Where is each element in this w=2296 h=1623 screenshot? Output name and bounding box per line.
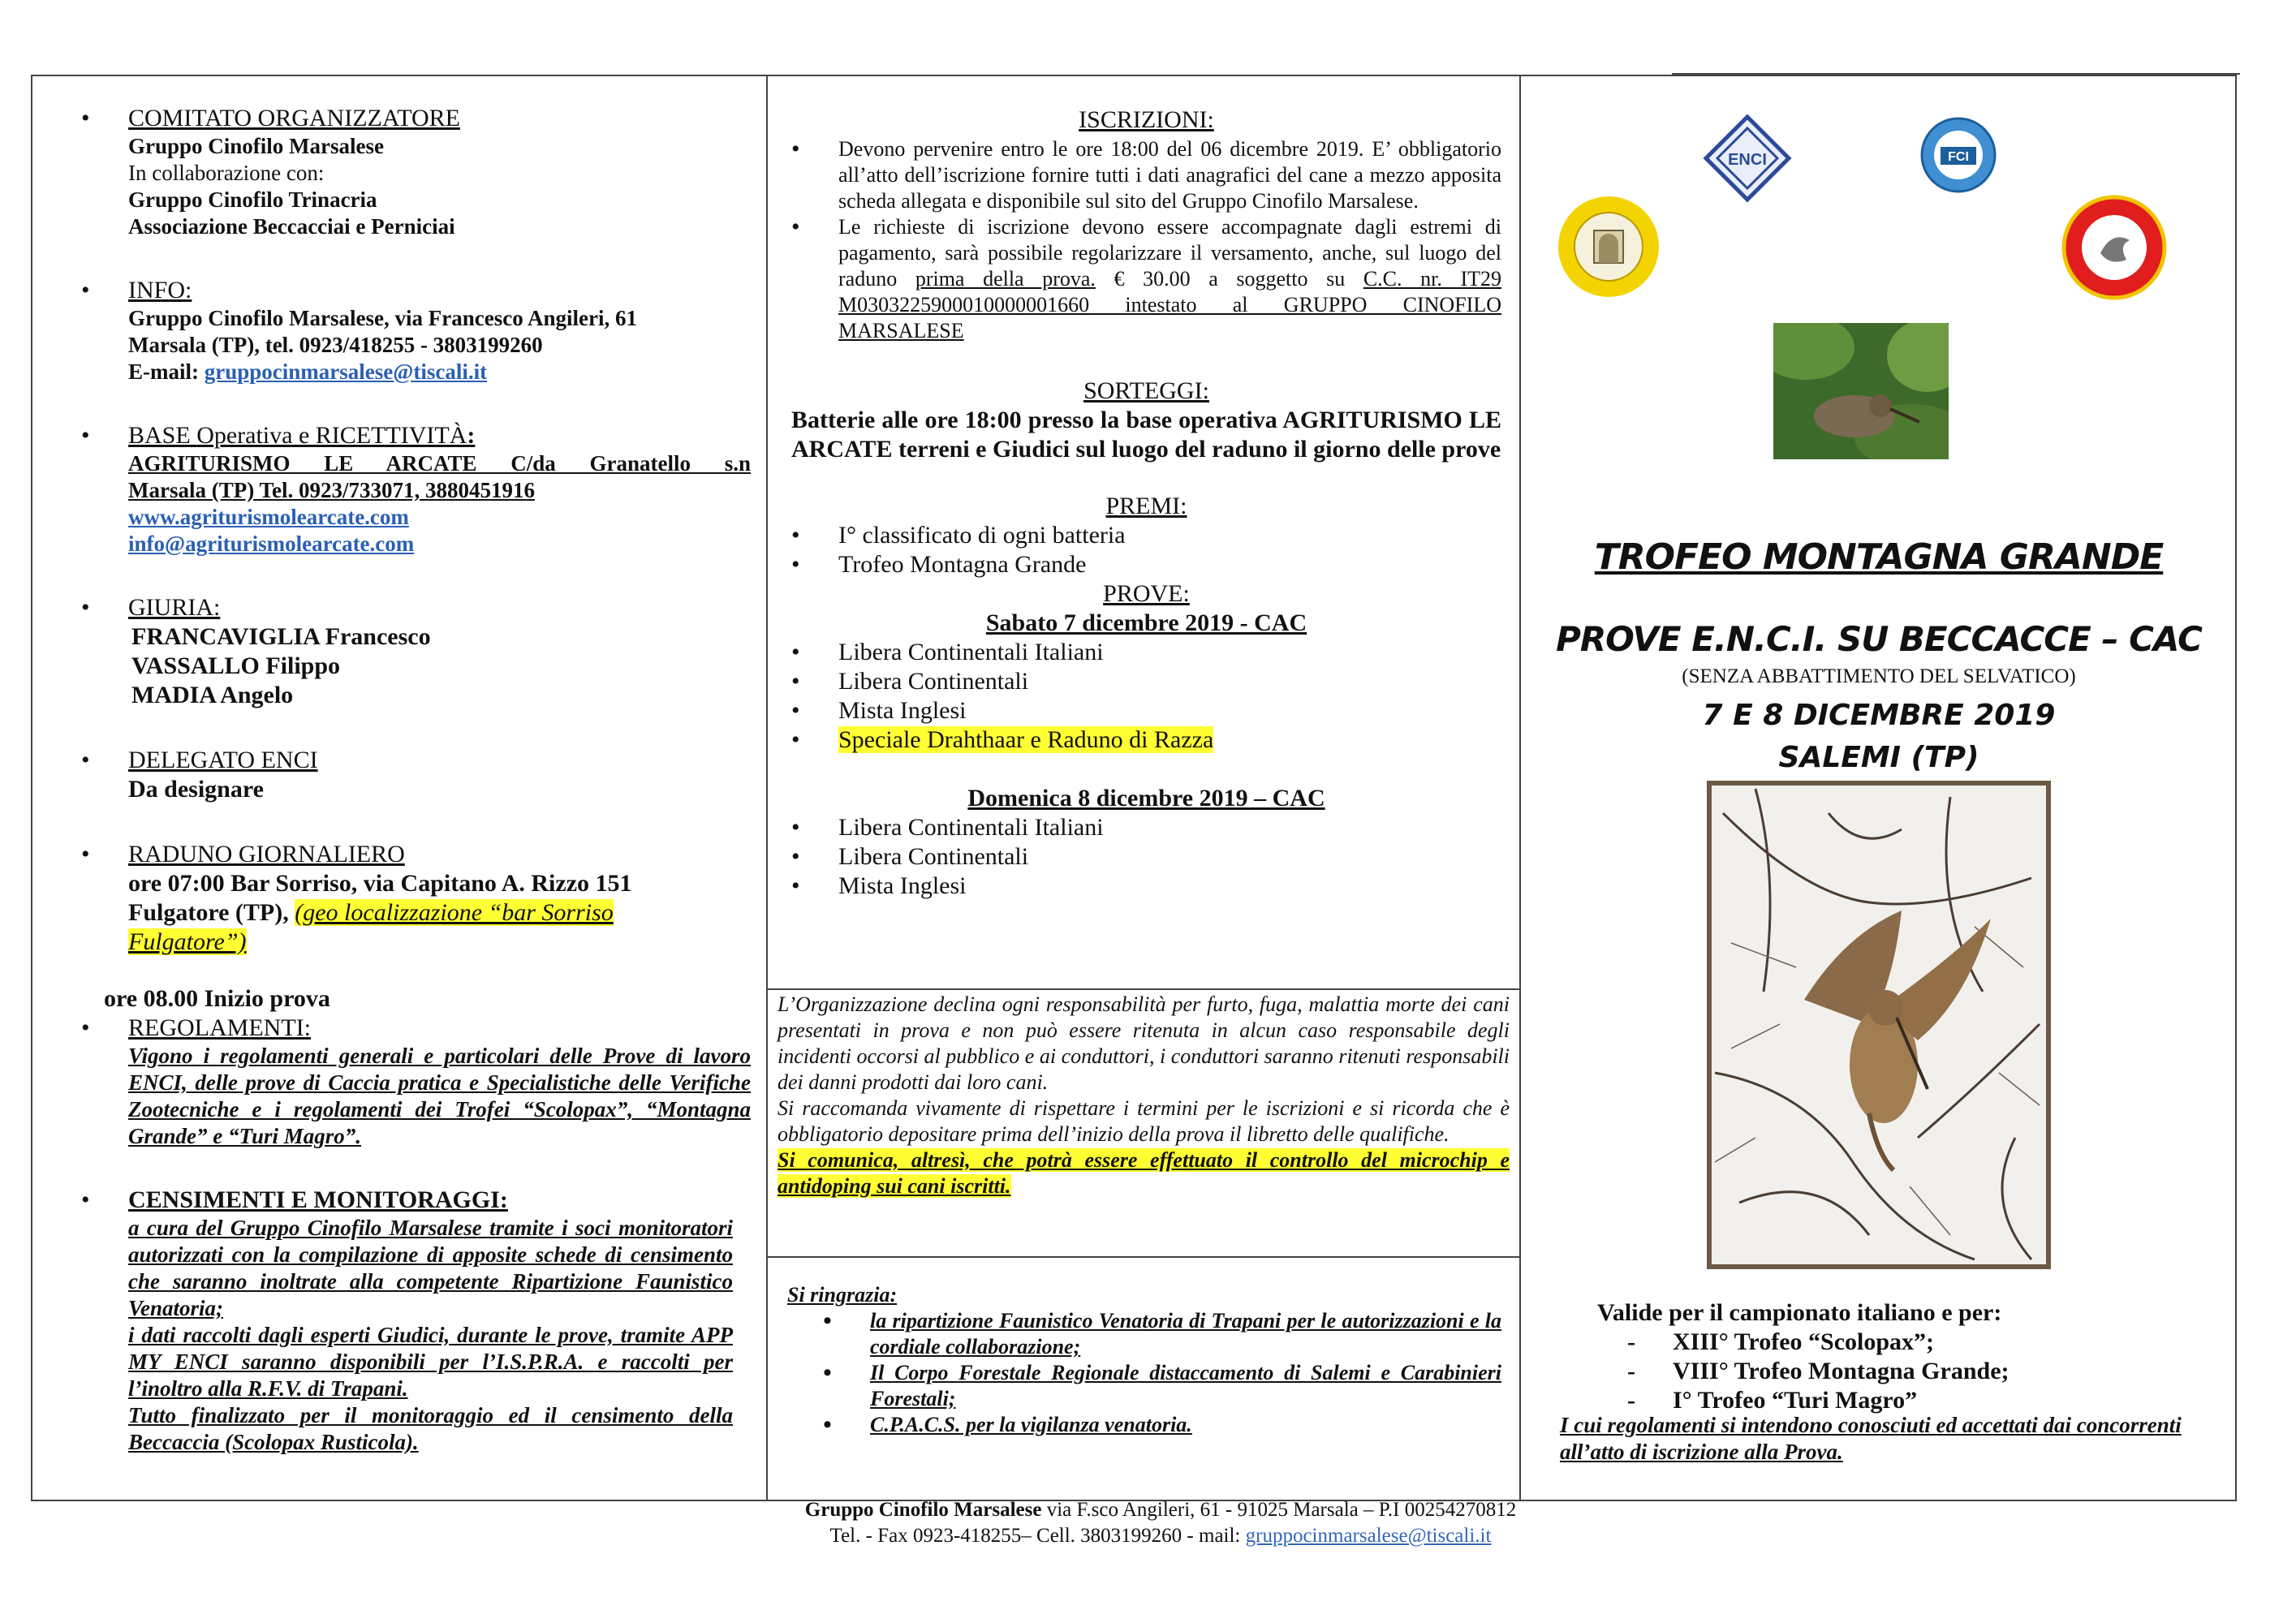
saturday-highlight-item: Speciale Drahthaar e Raduno di Razza <box>838 726 1214 753</box>
event-place: SALEMI (TP) <box>1778 741 1979 774</box>
regolamenti-section <box>81 1014 751 1150</box>
disclaimer-bottom-rule <box>766 1256 1521 1258</box>
saturday-item: • Libera Continentali <box>791 667 1501 696</box>
base-heading-1: BASE <box>128 422 197 449</box>
iscrizioni-text: € 30.00 a soggetto su <box>1095 267 1363 291</box>
judge-name: VASSALLO Filippo <box>131 652 341 679</box>
disclaimer-highlight: Si comunica, altresì, che potrà essere effettuato il controllo del microchip e antidoping sui cani iscritti. <box>778 1148 1510 1198</box>
email-label: E-mail: <box>128 359 205 384</box>
email-link[interactable]: gruppocinmarsalese@tiscali.it <box>204 359 488 384</box>
thanks-section <box>787 1282 1501 1438</box>
footer <box>568 1497 1753 1549</box>
saturday-item: • Mista Inglesi <box>791 696 1501 725</box>
iscrizioni-heading: ISCRIZIONI: <box>1079 106 1214 133</box>
footer-address: via F.sco Angileri, 61 - 91025 Marsala – P.I 00254270812 <box>1041 1499 1517 1521</box>
left-column <box>81 104 751 1456</box>
trophy-item: - I° Trofeo “Turi Magro” <box>1627 1386 2195 1415</box>
event-dates: 7 E 8 DICEMBRE 2019 <box>1702 699 2056 732</box>
trophies-list <box>1627 1328 2195 1415</box>
regolamenti-heading: • REGOLAMENTI: <box>128 1014 311 1041</box>
thanks-item: • la ripartizione Faunistico Venatoria di Trapani per le autorizzazioni e la cordiale collaborazione; <box>823 1308 1501 1360</box>
base-line: AGRITURISMO LE ARCATE C/da Granatello s.n <box>128 451 751 476</box>
geo-link[interactable]: (geo localizzazione “bar Sorriso <box>295 899 614 926</box>
event-title: TROFEO MONTAGNA GRANDE <box>1594 536 2164 578</box>
iscrizioni-text: Le richieste di iscrizione devono essere accompagnate dagli estremi di pagamento, sarà possibile regolarizzare il versamento, anche, sul luogo del raduno <box>838 215 1501 291</box>
base-web-link[interactable]: www.agriturismolearcate.com <box>128 505 409 529</box>
event-note: (SENZA ABBATTIMENTO DEL SELVATICO) <box>1682 665 2076 687</box>
base-mail-link[interactable]: info@agriturismolearcate.com <box>128 532 415 556</box>
footer-contacts: Tel. - Fax 0923-418255– Cell. 3803199260 - mail: <box>829 1525 1246 1547</box>
disclaimer-top-rule <box>766 988 1521 990</box>
middle-column <box>791 105 1501 901</box>
saturday-title: Sabato 7 dicembre 2019 - CAC <box>985 609 1307 636</box>
iscrizioni-item: • Devono pervenire entro le ore 18:00 del 06 dicembre 2019. E’ obbligatorio all’atto dell’iscrizione fornire tutti i dati anagrafici del cane a mezzo apposita scheda allegata e disponibile sul sito del Gruppo Cinofilo Marsalese. <box>791 136 1501 214</box>
base-line: Marsala (TP) Tel. 0923/733071, 3880451916 <box>128 478 535 502</box>
trophy-item: - XIII° Trofeo “Scolopax”; <box>1627 1328 2195 1357</box>
thanks-item: • Il Corpo Forestale Regionale distaccamento di Salemi e Carabinieri Forestali; <box>823 1360 1501 1412</box>
enci-logo <box>1703 114 1792 203</box>
censimenti-text: a cura del Gruppo Cinofilo Marsalese tramite i soci monitoratori autorizzati con la compilazione di apposite schede di censimento che saranno inoltrate alla competente Ripartizione Faunistico Venatoria; <box>128 1216 733 1320</box>
sorteggi-heading: SORTEGGI: <box>1083 377 1209 404</box>
censimenti-text: Tutto finalizzato per il monitoraggio ed il censimento della Beccaccia (Scolopax Rusticola). <box>128 1403 733 1454</box>
disclaimer <box>778 992 1510 1199</box>
premi-item: • Trofeo Montagna Grande <box>791 550 1501 579</box>
iscrizioni-iban: C.C. nr. IT29 M0303225900010000001660 intestato al GRUPPO CINOFILO MARSALESE <box>838 267 1501 342</box>
sunday-item: • Mista Inglesi <box>791 872 1501 901</box>
delegato-section <box>81 746 751 804</box>
geo-link-cont[interactable]: Fulgatore”) <box>128 928 247 955</box>
raduno-line: ore 07:00 Bar Sorriso, via Capitano A. Rizzo 151 <box>128 870 632 897</box>
base-heading-colon: : <box>467 422 476 449</box>
disclaimer-text: L’Organizzazione declina ogni responsabilità per furto, fuga, malattia morte dei cani presentati in prova e non può essere ritenuta in alcun caso responsabile degli incidenti occorsi al pubblico e ai conduttori, i conduttori saranno ritenuti responsabili dei danni prodotti dai loro cani. <box>778 992 1510 1094</box>
footer-org: Gruppo Cinofilo Marsalese <box>804 1499 1042 1521</box>
regolamenti-text: Vigono i regolamenti generali e particolari delle Prove di lavoro ENCI, delle prove di Caccia pratica e Specialistiche delle Verifiche Zootecniche e i regolamenti dei Trofei “Scolopax”, “Montagna Grande” e “Turi Magro”. <box>128 1044 751 1148</box>
sunday-title: Domenica 8 dicembre 2019 – CAC <box>967 785 1325 812</box>
column-divider-2 <box>1519 75 1521 1501</box>
giuria-section <box>81 593 751 710</box>
closing-text: I cui regolamenti si intendono conosciuti ed accettati dai concorrenti all’atto di iscrizione alla Prova. <box>1560 1413 2182 1464</box>
raduno-section <box>81 840 751 957</box>
comitato-section <box>81 104 751 240</box>
prove-heading: PROVE: <box>1103 580 1190 607</box>
sorteggi-text: Batterie alle ore 18:00 presso la base operativa AGRITURISMO LE ARCATE terreni e Giudici sul luogo del raduno il giorno delle prove <box>791 407 1501 463</box>
disclaimer-text: Si raccomanda vivamente di rispettare i termini per le iscrizioni e si ricorda che è obbligatorio depositare prima dell’inizio della prova il libretto delle qualifiche. <box>778 1096 1510 1146</box>
gruppo-cinofilo-trinacria-logo <box>2061 195 2167 300</box>
column-divider-1 <box>766 75 768 1501</box>
info-line: Marsala (TP), tel. 0923/418255 - 3803199260 <box>128 333 543 357</box>
comitato-line: Gruppo Cinofilo Trinacria <box>128 187 377 212</box>
saturday-item: • Libera Continentali Italiani <box>791 638 1501 667</box>
censimenti-heading: • CENSIMENTI E MONITORAGGI: <box>128 1186 508 1213</box>
base-section <box>81 421 751 558</box>
comitato-heading: • COMITATO ORGANIZZATORE <box>128 105 460 131</box>
judge-name: MADIA Angelo <box>131 682 294 708</box>
valide-heading: Valide per il campionato italiano e per: <box>1597 1299 2002 1326</box>
sunday-item: • Libera Continentali Italiani <box>791 813 1501 842</box>
fci-logo <box>1919 116 1997 194</box>
raduno-line: Fulgatore (TP), <box>128 899 295 926</box>
premi-heading: PREMI: <box>1105 493 1187 519</box>
woodcock-photo-small <box>1773 323 1949 459</box>
comitato-line: Gruppo Cinofilo Marsalese <box>128 134 384 158</box>
info-section <box>81 276 751 385</box>
giuria-heading: • GIURIA: <box>128 594 221 621</box>
censimenti-section <box>81 1186 751 1456</box>
info-heading: • INFO: <box>128 277 192 304</box>
comitato-line: Associazione Beccacciai e Perniciai <box>128 214 455 239</box>
delegato-heading: • DELEGATO ENCI <box>128 747 318 773</box>
thanks-item: • C.P.A.C.S. per la vigilanza venatoria. <box>823 1412 1501 1438</box>
premi-item: • I° classificato di ogni batteria <box>791 521 1501 550</box>
raduno-heading: • RADUNO GIORNALIERO <box>128 841 405 867</box>
woodcock-painting <box>1707 781 2051 1269</box>
iscrizioni-item-2 <box>791 214 1501 344</box>
top-right-rule <box>1672 73 2240 75</box>
censimenti-text: i dati raccolti dagli esperti Giudici, durante le prove, tramite APP MY ENCI saranno disponibili per l’I.S.P.R.A. e raccolti per l’inoltro alla R.F.V. di Trapani. <box>128 1323 733 1401</box>
delegato-value: Da designare <box>128 776 264 803</box>
event-subtitle: PROVE E.N.C.I. SU BECCACCE – CAC <box>1556 619 2202 659</box>
comitato-line: In collaborazione con: <box>128 161 325 185</box>
trophy-item: - VIII° Trofeo Montagna Grande; <box>1627 1357 2195 1386</box>
judge-name: FRANCAVIGLIA Francesco <box>131 623 431 650</box>
gruppo-cinofilo-marsalese-logo <box>1557 195 1661 299</box>
base-heading-2: Operativa e RICETTIVITÀ <box>196 422 467 449</box>
enci-logo-text: ENCI <box>1728 151 1767 169</box>
fci-logo-text: FCI <box>1948 150 1969 164</box>
start-time: ore 08.00 Inizio prova <box>104 985 330 1012</box>
thanks-heading: Si ringrazia: <box>787 1283 898 1307</box>
info-line: Gruppo Cinofilo Marsalese, via Francesco Angileri, 61 <box>128 306 637 330</box>
footer-mail-link[interactable]: gruppocinmarsalese@tiscali.it <box>1245 1525 1492 1547</box>
sunday-item: • Libera Continentali <box>791 842 1501 872</box>
iscrizioni-text: prima della prova. <box>915 267 1096 291</box>
